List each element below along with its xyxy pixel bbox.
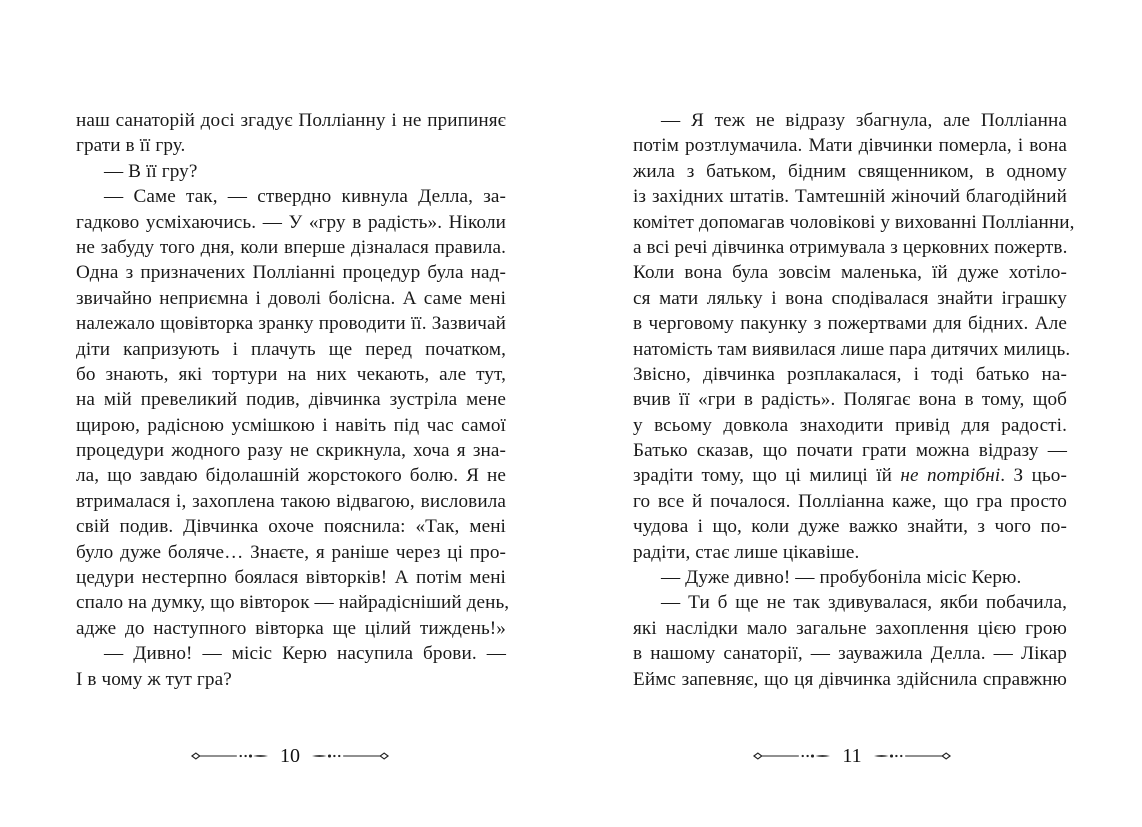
text-line: жила з батьком, бідним священником, в одному (633, 160, 1067, 182)
text-line-segment: зрадіти тому, що ці милиці їй (633, 465, 893, 487)
text-line: Еймс запевняє, що ця дівчинка здійснила справжню (633, 668, 1067, 690)
flourish-right-icon (310, 750, 390, 762)
text-line: свій подив. Дівчинка охоче пояснила: «Так, мені (76, 516, 506, 538)
text-line: І в чому ж тут гра? (76, 668, 232, 690)
right-page-body-text (633, 108, 1075, 692)
text-line: — Я теж не відразу збагнула, але Полліанна (661, 110, 1067, 131)
text-line: адже до наступного вівторка ще цілий тиждень!» (76, 617, 506, 639)
text-line: на мій превеликий подив, дівчинка зустріла мене (76, 389, 506, 411)
text-line: ся мати ляльку і вона сподівалася знайти іграшку (633, 287, 1067, 309)
text-line: спало на думку, що вівторок — найрадісніший день, (76, 592, 510, 614)
text-line: Звісно, дівчинка розплакалася, і тоді батько на- (633, 363, 1067, 385)
text-line: наш санаторій досі згадує Полліанну і не припиняє (76, 110, 506, 131)
emphasized-text: не потрібні (900, 465, 1001, 487)
text-line: грати в її гру. (76, 135, 186, 157)
text-line: не забуду того дня, коли вперше дізналася правила. (76, 236, 506, 258)
text-line: гадково усміхаючись. — У «гру в радість». Ніколи (76, 211, 506, 233)
text-line: щирою, радісною усмішкою і навіть під час самої (76, 414, 506, 436)
text-line: Коли вона була зовсім маленька, їй дуже хотіло- (633, 262, 1067, 284)
right-page (571, 0, 1142, 827)
page-number: 11 (842, 745, 862, 767)
left-page-body-text (76, 108, 510, 692)
text-line: процедури жодного разу не скрикнула, хоча я зна- (76, 440, 506, 462)
text-line: радіти, стає лише цікавіше. (633, 541, 860, 563)
text-line: діти капризують і плачуть ще перед початком, (76, 338, 506, 360)
flourish-left-icon (752, 750, 832, 762)
text-line: цедури нестерпно боялася вівторків! А потім мені (76, 567, 506, 589)
text-line: Батько сказав, що почати грати можна відразу — (633, 440, 1067, 462)
text-line: які наслідки мало загальне захоплення цією грою (633, 617, 1067, 639)
text-line: — Дуже дивно! — пробубоніла місіс Керю. (661, 567, 1022, 589)
text-line: го все й почалося. Полліанна каже, що гра просто (633, 490, 1067, 512)
page-number: 10 (280, 745, 300, 767)
text-line: — Саме так, — ствердно кивнула Делла, за- (104, 186, 506, 208)
text-line: — Ти б ще не так здивувалася, якби побачила, (661, 592, 1067, 614)
text-line: ла, що завдаю бідолашній жорстокого болю. Я не (76, 465, 506, 487)
text-line: у всьому довкола знаходити привід для радості. (633, 414, 1067, 436)
text-line: а всі речі дівчинка отримувала з церковних пожертв. (633, 236, 1068, 258)
text-line: із західних штатів. Тамтешній жіночий благодійний (633, 186, 1067, 208)
text-line: — Дивно! — місіс Керю насупила брови. — (104, 643, 506, 665)
text-line: потім розтлумачила. Мати дівчинки померла, і вона (633, 135, 1067, 157)
flourish-right-icon (872, 750, 952, 762)
text-line: в нашому санаторії, — зауважила Делла. — Лікар (633, 643, 1067, 665)
left-page-folio (190, 744, 390, 768)
flourish-left-icon (190, 750, 270, 762)
text-line-segment: . З цьо- (1000, 465, 1067, 487)
text-line: належало щовівторка зранку проводити її. Зазвичай (76, 313, 506, 335)
text-line: в черговому пакунку з пожертвами для бідних. Але (633, 313, 1067, 335)
text-line: — В її гру? (104, 160, 198, 182)
text-line: бо знають, які тортури на них чекають, але тут, (76, 363, 506, 385)
text-line: натомість там виявилася лише пара дитячих милиць. (633, 338, 1071, 360)
text-line (633, 463, 1067, 488)
right-page-folio (752, 744, 952, 768)
text-line: чудова і що, коли дуже важко знайти, з чого по- (633, 516, 1067, 538)
text-line: комітет допомагав чоловікові у вихованні Полліанни, (633, 211, 1075, 233)
text-line: Одна з призначених Полліанні процедур була над- (76, 262, 506, 284)
text-line: було дуже боляче… Знаєте, я раніше через ці про- (76, 541, 506, 563)
text-line: втрималася і, захоплена такою відвагою, висловила (76, 490, 506, 512)
text-line: вчив її «гри в радість». Полягає вона в тому, щоб (633, 389, 1067, 411)
text-line: звичайно неприємна і доволі болісна. А саме мені (76, 287, 506, 309)
